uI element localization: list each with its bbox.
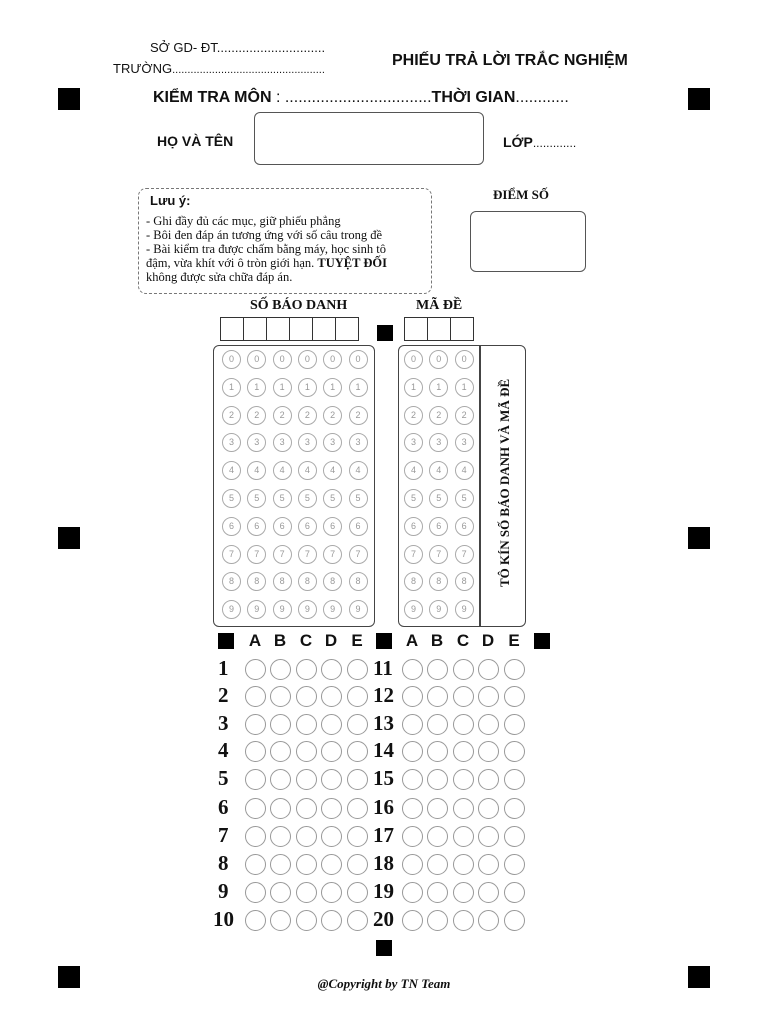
question-number: 11	[373, 656, 393, 680]
ma-de-digit-bubble[interactable]: 6	[404, 517, 423, 536]
answer-bubble[interactable]	[478, 910, 499, 931]
sbd-digit-bubble[interactable]: 6	[323, 517, 342, 536]
answer-bubble[interactable]	[270, 769, 291, 790]
ma-de-panel-divider	[479, 346, 481, 626]
ma-de-digit-bubble[interactable]: 4	[429, 461, 448, 480]
sbd-digit-bubble[interactable]: 8	[273, 572, 292, 591]
answer-bubble[interactable]	[245, 910, 266, 931]
sbd-digit-bubble[interactable]: 0	[323, 350, 342, 369]
ma-de-digit-bubble[interactable]: 2	[429, 406, 448, 425]
sbd-digit-bubble[interactable]: 4	[273, 461, 292, 480]
answer-bubble[interactable]	[504, 686, 525, 707]
answer-bubble[interactable]	[347, 826, 368, 847]
answer-bubble[interactable]	[453, 910, 474, 931]
alignment-marker-top-right	[688, 88, 710, 110]
question-number: 2	[218, 683, 229, 707]
question-number: 1	[218, 656, 229, 680]
ma-de-digit-bubble[interactable]: 7	[429, 545, 448, 564]
note-line-2: - Bôi đen đáp án tương ứng với số câu trong đề	[146, 228, 383, 242]
answer-bubble[interactable]	[245, 769, 266, 790]
question-number: 6	[218, 795, 229, 819]
sbd-digit-bubble[interactable]: 6	[349, 517, 368, 536]
answer-bubble[interactable]	[296, 741, 317, 762]
sbd-digit-bubble[interactable]: 3	[247, 433, 266, 452]
answer-bubble[interactable]	[296, 686, 317, 707]
ma-de-digit-bubble[interactable]: 1	[404, 378, 423, 397]
answer-letter-c: C	[456, 631, 470, 650]
sbd-digit-bubble[interactable]: 7	[273, 545, 292, 564]
sbd-digit-bubble[interactable]: 8	[349, 572, 368, 591]
alignment-marker-answer-right	[534, 633, 550, 649]
question-number: 9	[218, 879, 229, 903]
answer-bubble[interactable]	[453, 686, 474, 707]
answer-bubble[interactable]	[504, 741, 525, 762]
answer-bubble[interactable]	[347, 714, 368, 735]
question-number: 5	[218, 766, 229, 790]
sbd-digit-bubble[interactable]: 5	[222, 489, 241, 508]
answer-bubble[interactable]	[453, 769, 474, 790]
sbd-digit-bubble[interactable]: 2	[247, 406, 266, 425]
answer-bubble[interactable]	[478, 686, 499, 707]
ma-de-digit-bubble[interactable]: 8	[404, 572, 423, 591]
answer-bubble[interactable]	[347, 798, 368, 819]
answer-bubble[interactable]	[402, 882, 423, 903]
answer-bubble[interactable]	[296, 854, 317, 875]
ma-de-digit-bubble[interactable]: 2	[404, 406, 423, 425]
sbd-digit-bubble[interactable]: 4	[323, 461, 342, 480]
answer-bubble[interactable]	[504, 798, 525, 819]
sbd-digit-bubble[interactable]: 5	[298, 489, 317, 508]
ma-de-digit-bubble[interactable]: 9	[404, 600, 423, 619]
answer-bubble[interactable]	[427, 714, 448, 735]
alignment-marker-answer-left	[218, 633, 234, 649]
ma-de-digit-bubble[interactable]: 5	[455, 489, 474, 508]
answer-bubble[interactable]	[478, 659, 499, 680]
ma-de-digit-bubble[interactable]: 9	[455, 600, 474, 619]
ma-de-digit-bubble[interactable]: 3	[455, 433, 474, 452]
answer-bubble[interactable]	[245, 854, 266, 875]
sbd-digit-bubble[interactable]: 7	[222, 545, 241, 564]
ma-de-digit-bubble[interactable]: 0	[404, 350, 423, 369]
question-number: 15	[373, 766, 394, 790]
answer-bubble[interactable]	[321, 826, 342, 847]
answer-bubble[interactable]	[402, 741, 423, 762]
alignment-marker-center-top	[377, 325, 393, 341]
sbd-digit-bubble[interactable]: 6	[222, 517, 241, 536]
sbd-digit-bubble[interactable]: 1	[323, 378, 342, 397]
sbd-digit-bubble[interactable]: 8	[222, 572, 241, 591]
sbd-cell[interactable]	[220, 317, 244, 341]
alignment-marker-mid-left	[58, 527, 80, 549]
question-number: 18	[373, 851, 394, 875]
answer-letter-d: D	[324, 631, 338, 650]
alignment-marker-bottom-center	[376, 940, 392, 956]
answer-bubble[interactable]	[427, 910, 448, 931]
question-number: 7	[218, 823, 229, 847]
ma-de-digit-bubble[interactable]: 7	[455, 545, 474, 564]
sbd-digit-bubble[interactable]: 1	[222, 378, 241, 397]
lop-label: LỚP	[503, 134, 533, 150]
answer-bubble[interactable]	[347, 882, 368, 903]
ma-de-cells	[404, 317, 473, 341]
answer-bubble[interactable]	[504, 659, 525, 680]
answer-bubble[interactable]	[321, 769, 342, 790]
answer-letter-d: D	[481, 631, 495, 650]
note-line-5: không được sửa chữa đáp án.	[146, 270, 293, 284]
sbd-digit-bubble[interactable]: 5	[247, 489, 266, 508]
ma-de-cell[interactable]	[427, 317, 451, 341]
sbd-digit-bubble[interactable]: 0	[222, 350, 241, 369]
ma-de-digit-bubble[interactable]: 1	[429, 378, 448, 397]
sbd-digit-bubble[interactable]: 9	[323, 600, 342, 619]
so-bao-danh-label: SỐ BÁO DANH	[250, 298, 348, 313]
answer-bubble[interactable]	[478, 882, 499, 903]
answer-bubble[interactable]	[504, 910, 525, 931]
sbd-digit-bubble[interactable]: 9	[222, 600, 241, 619]
answer-bubble[interactable]	[270, 741, 291, 762]
answer-bubble[interactable]	[321, 741, 342, 762]
answer-bubble[interactable]	[270, 686, 291, 707]
sbd-digit-bubble[interactable]: 1	[273, 378, 292, 397]
answer-bubble[interactable]	[478, 854, 499, 875]
question-number: 19	[373, 879, 394, 903]
answer-bubble[interactable]	[478, 714, 499, 735]
answer-bubble[interactable]	[296, 882, 317, 903]
thoi-gian-label: THỜI GIAN	[431, 89, 516, 106]
answer-bubble[interactable]	[296, 714, 317, 735]
sbd-digit-bubble[interactable]: 3	[298, 433, 317, 452]
sbd-digit-bubble[interactable]: 8	[298, 572, 317, 591]
ma-de-digit-bubble[interactable]: 8	[429, 572, 448, 591]
answer-bubble[interactable]	[504, 854, 525, 875]
ma-de-digit-bubble[interactable]: 5	[429, 489, 448, 508]
answer-bubble[interactable]	[245, 826, 266, 847]
answer-bubble[interactable]	[321, 882, 342, 903]
ma-de-digit-bubble[interactable]: 6	[455, 517, 474, 536]
answer-bubble[interactable]	[321, 910, 342, 931]
answer-bubble[interactable]	[321, 854, 342, 875]
answer-bubble[interactable]	[270, 798, 291, 819]
answer-letter-e: E	[351, 631, 363, 650]
sbd-digit-bubble[interactable]: 2	[222, 406, 241, 425]
sbd-digit-bubble[interactable]: 5	[273, 489, 292, 508]
lop-line	[503, 134, 576, 150]
answer-bubble[interactable]	[427, 826, 448, 847]
so-bao-danh-cells	[220, 317, 358, 341]
sbd-digit-bubble[interactable]: 0	[273, 350, 292, 369]
note-line-3: - Bài kiểm tra được chấm bằng máy, học sinh tô	[146, 242, 386, 256]
kiem-tra-mon-dots: : .................................	[271, 89, 432, 106]
answer-bubble[interactable]	[296, 769, 317, 790]
ma-de-digit-bubble[interactable]: 4	[455, 461, 474, 480]
question-number: 20	[373, 907, 394, 931]
sbd-digit-bubble[interactable]: 4	[247, 461, 266, 480]
side-instruction: TÔ KÍN SỐ BÁO DANH VÀ MÃ ĐỀ	[497, 378, 512, 587]
ho-va-ten-label: HỌ VÀ TÊN	[157, 133, 234, 149]
note-title: Lưu ý:	[150, 193, 191, 208]
ma-de-digit-bubble[interactable]: 9	[429, 600, 448, 619]
sbd-cell[interactable]	[243, 317, 267, 341]
sbd-digit-bubble[interactable]: 9	[349, 600, 368, 619]
answer-bubble[interactable]	[347, 659, 368, 680]
sbd-digit-bubble[interactable]: 6	[298, 517, 317, 536]
sbd-digit-bubble[interactable]: 1	[349, 378, 368, 397]
answer-bubble[interactable]	[245, 686, 266, 707]
sbd-cell[interactable]	[266, 317, 290, 341]
ma-de-cell[interactable]	[450, 317, 474, 341]
sbd-digit-bubble[interactable]: 3	[273, 433, 292, 452]
sbd-digit-bubble[interactable]: 2	[298, 406, 317, 425]
kiem-tra-mon-line	[153, 89, 569, 107]
ma-de-digit-bubble[interactable]: 0	[429, 350, 448, 369]
answer-bubble[interactable]	[296, 659, 317, 680]
answer-bubble[interactable]	[402, 714, 423, 735]
answer-bubble[interactable]	[270, 910, 291, 931]
answer-bubble[interactable]	[427, 769, 448, 790]
answer-bubble[interactable]	[478, 769, 499, 790]
answer-bubble[interactable]	[427, 854, 448, 875]
answer-bubble[interactable]	[402, 910, 423, 931]
ma-de-digit-bubble[interactable]: 3	[404, 433, 423, 452]
sbd-digit-bubble[interactable]: 7	[298, 545, 317, 564]
answer-bubble[interactable]	[321, 798, 342, 819]
ma-de-digit-bubble[interactable]: 1	[455, 378, 474, 397]
answer-bubble[interactable]	[402, 659, 423, 680]
ma-de-label: MÃ ĐỀ	[416, 298, 463, 313]
answer-letter-a: A	[248, 631, 262, 650]
ma-de-digit-bubble[interactable]: 8	[455, 572, 474, 591]
answer-letter-e: E	[508, 631, 520, 650]
alignment-marker-top-left	[58, 88, 80, 110]
answer-bubble[interactable]	[245, 714, 266, 735]
answer-bubble[interactable]	[402, 854, 423, 875]
answer-bubble[interactable]	[453, 826, 474, 847]
sbd-digit-bubble[interactable]: 5	[349, 489, 368, 508]
answer-bubble[interactable]	[270, 882, 291, 903]
question-number: 14	[373, 738, 394, 762]
alignment-marker-mid-right	[688, 527, 710, 549]
question-number: 4	[218, 738, 229, 762]
answer-bubble[interactable]	[321, 714, 342, 735]
sheet-title: PHIẾU TRẢ LỜI TRẮC NGHIỆM	[392, 52, 628, 69]
answer-bubble[interactable]	[296, 826, 317, 847]
answer-bubble[interactable]	[478, 741, 499, 762]
answer-bubble[interactable]	[347, 686, 368, 707]
diem-so-box	[470, 211, 586, 272]
answer-bubble[interactable]	[402, 826, 423, 847]
sbd-digit-bubble[interactable]: 9	[247, 600, 266, 619]
sbd-digit-bubble[interactable]: 3	[349, 433, 368, 452]
answer-bubble[interactable]	[427, 882, 448, 903]
sbd-digit-bubble[interactable]: 4	[222, 461, 241, 480]
answer-bubble[interactable]	[321, 686, 342, 707]
answer-letter-a: A	[405, 631, 419, 650]
question-number: 12	[373, 683, 394, 707]
answer-bubble[interactable]	[504, 826, 525, 847]
answer-bubble[interactable]	[347, 854, 368, 875]
thoi-gian-dots: ............	[515, 89, 569, 106]
question-number: 17	[373, 823, 394, 847]
diem-so-label: ĐIỂM SỐ	[493, 187, 549, 202]
sbd-digit-bubble[interactable]: 6	[247, 517, 266, 536]
ma-de-digit-bubble[interactable]: 0	[455, 350, 474, 369]
ma-de-digit-bubble[interactable]: 7	[404, 545, 423, 564]
answer-bubble[interactable]	[427, 659, 448, 680]
answer-bubble[interactable]	[321, 659, 342, 680]
sbd-digit-bubble[interactable]: 1	[298, 378, 317, 397]
answer-bubble[interactable]	[453, 854, 474, 875]
answer-bubble[interactable]	[453, 882, 474, 903]
answer-bubble[interactable]	[453, 659, 474, 680]
answer-bubble[interactable]	[245, 798, 266, 819]
question-number: 8	[218, 851, 229, 875]
note-line-1: - Ghi đầy đủ các mục, giữ phiếu phẳng	[146, 214, 341, 228]
answer-bubble[interactable]	[347, 910, 368, 931]
answer-bubble[interactable]	[245, 882, 266, 903]
answer-bubble[interactable]	[453, 741, 474, 762]
sbd-cell[interactable]	[289, 317, 313, 341]
truong-dots: ..................................................	[172, 64, 325, 76]
note-bold-word: TUYỆT ĐỐI	[317, 256, 387, 270]
sbd-digit-bubble[interactable]: 5	[323, 489, 342, 508]
lop-dots: .............	[532, 136, 577, 150]
answer-bubble[interactable]	[504, 882, 525, 903]
sbd-digit-bubble[interactable]: 2	[273, 406, 292, 425]
note-line-4-text: đậm, vừa khít với ô tròn giới hạn.	[146, 256, 318, 270]
answer-letter-c: C	[299, 631, 313, 650]
kiem-tra-mon-label: KIỂM TRA MÔN	[153, 89, 272, 106]
ma-de-digit-bubble[interactable]: 3	[429, 433, 448, 452]
truong-label: TRƯỜNG	[113, 61, 173, 76]
note-line-4	[146, 257, 387, 271]
answer-bubble[interactable]	[427, 741, 448, 762]
question-number: 10	[213, 907, 234, 931]
sbd-digit-bubble[interactable]: 2	[349, 406, 368, 425]
answer-bubble[interactable]	[245, 659, 266, 680]
sbd-digit-bubble[interactable]: 7	[247, 545, 266, 564]
answer-bubble[interactable]	[402, 798, 423, 819]
note-box	[138, 188, 432, 294]
sbd-digit-bubble[interactable]: 7	[349, 545, 368, 564]
answer-letter-b: B	[430, 631, 444, 650]
answer-bubble[interactable]	[478, 826, 499, 847]
answer-bubble[interactable]	[270, 854, 291, 875]
answer-bubble[interactable]	[402, 769, 423, 790]
sbd-digit-bubble[interactable]: 3	[323, 433, 342, 452]
answer-letter-b: B	[273, 631, 287, 650]
sbd-digit-bubble[interactable]: 7	[323, 545, 342, 564]
answer-bubble[interactable]	[427, 798, 448, 819]
answer-bubble[interactable]	[347, 741, 368, 762]
ho-va-ten-field[interactable]	[254, 112, 484, 165]
sbd-digit-bubble[interactable]: 3	[222, 433, 241, 452]
so-gd-dt-line: SỞ GD- ĐT..............................	[150, 40, 326, 55]
ma-de-digit-bubble[interactable]: 2	[455, 406, 474, 425]
sbd-digit-bubble[interactable]: 0	[247, 350, 266, 369]
sbd-digit-bubble[interactable]: 4	[349, 461, 368, 480]
footer-copyright: @Copyright by TN Team	[317, 976, 451, 991]
ma-de-digit-bubble[interactable]: 5	[404, 489, 423, 508]
alignment-marker-answer-center	[376, 633, 392, 649]
sbd-digit-bubble[interactable]: 6	[273, 517, 292, 536]
sbd-digit-bubble[interactable]: 8	[323, 572, 342, 591]
sbd-digit-bubble[interactable]: 0	[298, 350, 317, 369]
answer-bubble[interactable]	[270, 714, 291, 735]
answer-bubble[interactable]	[402, 686, 423, 707]
answer-bubble[interactable]	[270, 826, 291, 847]
ma-de-digit-bubble[interactable]: 6	[429, 517, 448, 536]
ma-de-cell[interactable]	[404, 317, 428, 341]
answer-bubble[interactable]	[245, 741, 266, 762]
answer-bubble[interactable]	[296, 910, 317, 931]
answer-bubble[interactable]	[427, 686, 448, 707]
truong-line	[113, 61, 325, 76]
answer-bubble[interactable]	[478, 798, 499, 819]
sbd-digit-bubble[interactable]: 9	[273, 600, 292, 619]
answer-bubble[interactable]	[504, 769, 525, 790]
question-number: 16	[373, 795, 394, 819]
answer-bubble[interactable]	[453, 798, 474, 819]
answer-bubble[interactable]	[296, 798, 317, 819]
question-number: 13	[373, 711, 394, 735]
ma-de-digit-bubble[interactable]: 4	[404, 461, 423, 480]
sbd-digit-bubble[interactable]: 8	[247, 572, 266, 591]
sbd-cell[interactable]	[335, 317, 359, 341]
sbd-digit-bubble[interactable]: 2	[323, 406, 342, 425]
sbd-digit-bubble[interactable]: 4	[298, 461, 317, 480]
sbd-cell[interactable]	[312, 317, 336, 341]
answer-bubble[interactable]	[270, 659, 291, 680]
sbd-digit-bubble[interactable]: 9	[298, 600, 317, 619]
answer-bubble[interactable]	[347, 769, 368, 790]
answer-bubble[interactable]	[453, 714, 474, 735]
sbd-digit-bubble[interactable]: 1	[247, 378, 266, 397]
answer-bubble[interactable]	[504, 714, 525, 735]
question-number: 3	[218, 711, 229, 735]
sbd-digit-bubble[interactable]: 0	[349, 350, 368, 369]
